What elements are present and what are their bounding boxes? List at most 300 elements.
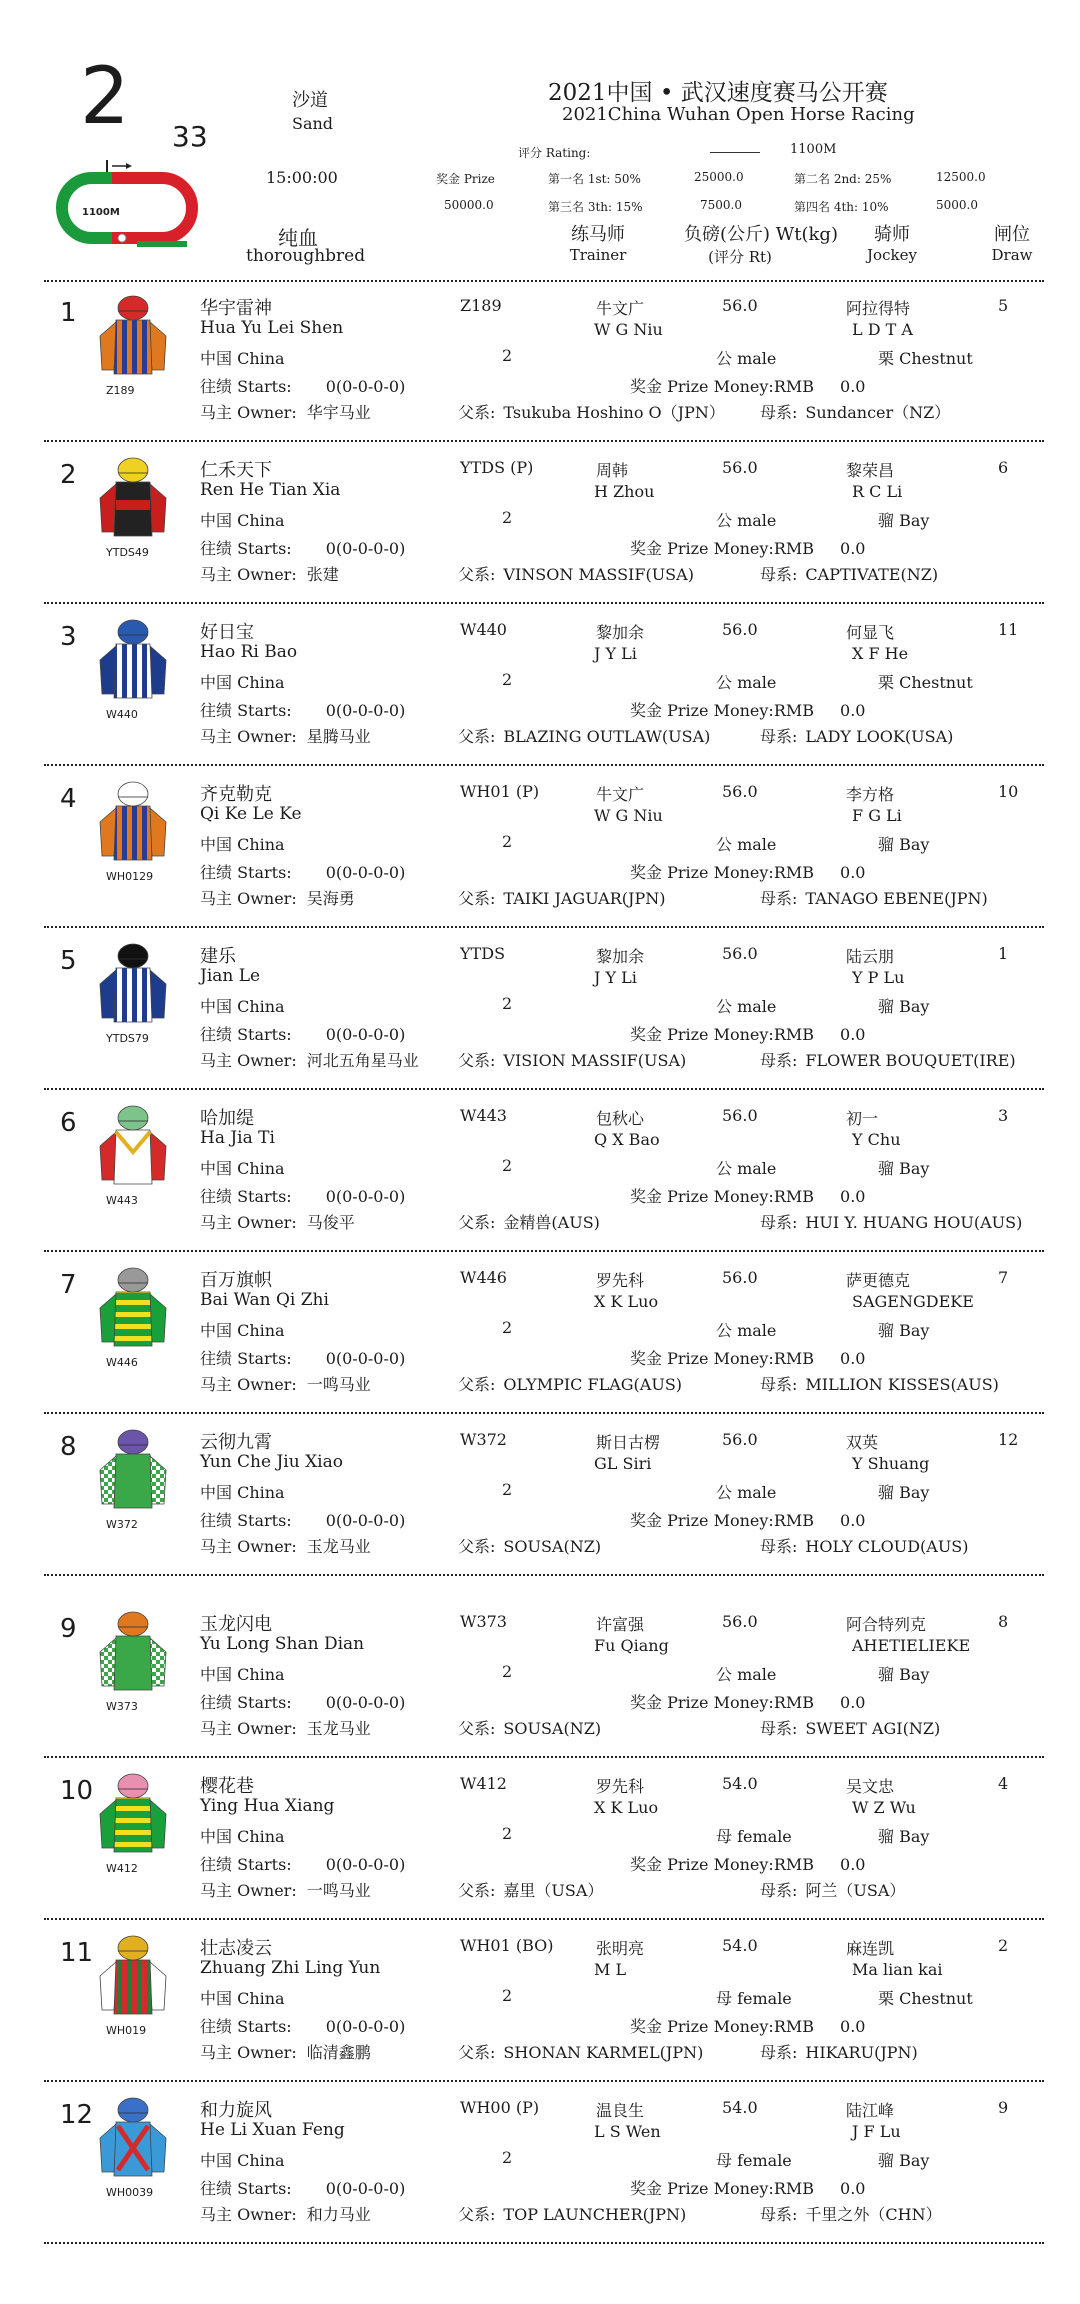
jockey-name-en: X F He (852, 644, 909, 663)
dam-value: FLOWER BOUQUET(IRE) (805, 1051, 1016, 1070)
dam-label: 母系: (760, 1537, 798, 1556)
runner-row (0, 298, 1080, 458)
sire-label: 父系: (458, 565, 496, 584)
trainer-name-cn: 黎加余 (596, 623, 645, 642)
sire-value: 嘉里（USA） (503, 1881, 604, 1900)
row-separator (44, 1412, 1044, 1414)
weight: 56.0 (722, 1430, 758, 1449)
starts-label: 往绩 Starts: (200, 1025, 292, 1044)
draw-number: 2 (998, 1936, 1009, 1955)
rating: 2 (502, 1986, 513, 2005)
sire (458, 1210, 600, 1233)
sire (458, 562, 694, 585)
horse-sex: 公 male (716, 511, 777, 530)
horse-sex: 母 female (716, 2151, 792, 2170)
horse-sex: 母 female (716, 1989, 792, 2008)
horse-name-cn: 百万旗帜 (200, 1270, 272, 1291)
jockey-name-en: W Z Wu (852, 1798, 916, 1817)
sire-value: VINSON MASSIF(USA) (503, 565, 694, 584)
runner-number: 5 (60, 946, 77, 976)
jockey-name-en: Y Chu (852, 1130, 901, 1149)
row-separator (44, 1574, 1044, 1576)
dam-label: 母系: (760, 2205, 798, 2224)
runner-row (0, 460, 1080, 620)
starts-value: 0(0-0-0-0) (325, 2017, 406, 2036)
sire-label: 父系: (458, 1719, 496, 1738)
owner (200, 724, 371, 747)
horse-sex: 公 male (716, 349, 777, 368)
starts (200, 1022, 405, 1045)
dam-label: 母系: (760, 565, 798, 584)
owner (200, 886, 355, 909)
prize-money-value: 0.0 (840, 1511, 866, 1530)
silk-code: W440 (106, 708, 138, 721)
runner-number: 10 (60, 1776, 94, 1806)
prize-money-label: 奖金 Prize Money:RMB (630, 1693, 815, 1712)
jockey-name-cn: 黎荣昌 (846, 461, 895, 480)
jockey-name-cn: 吴文忠 (846, 1777, 895, 1796)
draw-number: 6 (998, 458, 1009, 477)
owner (200, 1534, 371, 1557)
dam-value: HIKARU(JPN) (805, 2043, 918, 2062)
trainer-name-cn: 斯日古楞 (596, 1433, 661, 1452)
prize-money-value: 0.0 (840, 1693, 866, 1712)
country: 中国 China (200, 1665, 285, 1684)
header-rating: (评分 Rt) (708, 248, 772, 266)
weight: 56.0 (722, 296, 758, 315)
starts-label: 往绩 Starts: (200, 701, 292, 720)
header-separator (44, 280, 1044, 282)
runner-number: 2 (60, 460, 77, 490)
trainer-name-cn: 温良生 (596, 2101, 645, 2120)
track-distance-label: 1100M (82, 207, 120, 218)
starts-label: 往绩 Starts: (200, 539, 292, 558)
dam-value: HUI Y. HUANG HOU(AUS) (805, 1213, 1023, 1232)
horse-name-en: Yun Che Jiu Xiao (200, 1452, 343, 1472)
row-separator (44, 1918, 1044, 1920)
prize-money-value: 0.0 (840, 863, 866, 882)
dam (760, 886, 988, 909)
starts-value: 0(0-0-0-0) (325, 2179, 406, 2198)
horse-name-en: Ying Hua Xiang (200, 1796, 335, 1816)
weight: 56.0 (722, 1612, 758, 1631)
p4-amount: 5000.0 (936, 198, 978, 212)
starts (200, 2014, 405, 2037)
jockey-name-en: Y Shuang (852, 1454, 930, 1473)
dam (760, 1210, 1022, 1233)
prize-money-label: 奖金 Prize Money:RMB (630, 2017, 815, 2036)
row-separator (44, 1756, 1044, 1758)
dam-value: LADY LOOK(USA) (805, 727, 954, 746)
sire-value: SOUSA(NZ) (503, 1719, 602, 1738)
horse-color: 栗 Chestnut (878, 673, 973, 692)
trainer-name-en: X K Luo (594, 1292, 659, 1311)
prize-money-label: 奖金 Prize Money:RMB (630, 2179, 815, 2198)
owner (200, 1372, 371, 1395)
horse-name-en: Hua Yu Lei Shen (200, 318, 344, 338)
row-separator (44, 926, 1044, 928)
trainer-name-en: X K Luo (594, 1798, 659, 1817)
silk-code: W372 (106, 1518, 138, 1531)
prize-money (630, 1184, 865, 1207)
horse-name-cn: 哈加缇 (200, 1108, 254, 1129)
runner-number: 9 (60, 1614, 77, 1644)
dam-label: 母系: (760, 1719, 798, 1738)
horse-sex: 公 male (716, 835, 777, 854)
rating: 2 (502, 2148, 513, 2167)
dam-value: Sundancer（NZ） (805, 403, 951, 422)
country: 中国 China (200, 835, 285, 854)
jockey-name-en: AHETIELIEKE (852, 1636, 971, 1655)
jockey-name-en: Ma lian kai (852, 1960, 943, 1979)
owner-label: 马主 Owner: (200, 2043, 297, 2062)
dam-label: 母系: (760, 1375, 798, 1394)
country: 中国 China (200, 1827, 285, 1846)
prize-money-label: 奖金 Prize Money:RMB (630, 1855, 815, 1874)
runner-row (0, 1776, 1080, 1936)
horse-name-cn: 建乐 (200, 946, 236, 967)
dam-value: 阿兰（USA） (805, 1881, 906, 1900)
sire-label: 父系: (458, 1537, 496, 1556)
starts-label: 往绩 Starts: (200, 2017, 292, 2036)
prize-money-label: 奖金 Prize Money:RMB (630, 377, 815, 396)
horse-name-cn: 齐克勒克 (200, 784, 272, 805)
dam-label: 母系: (760, 2043, 798, 2062)
rating-label: 评分 Rating: (518, 146, 591, 160)
jockey-silk-icon (92, 2094, 174, 2178)
draw-number: 4 (998, 1774, 1009, 1793)
sire-label: 父系: (458, 1213, 496, 1232)
rating: 2 (502, 1480, 513, 1499)
horse-sex: 公 male (716, 673, 777, 692)
prize-money-label: 奖金 Prize Money:RMB (630, 1187, 815, 1206)
owner (200, 1210, 355, 1233)
jockey-silk-icon (92, 1770, 174, 1854)
race-count: 33 (172, 120, 208, 153)
jockey-name-cn: 阿合特列克 (846, 1615, 927, 1634)
rating: 2 (502, 1156, 513, 1175)
horse-color: 骝 Bay (878, 1665, 930, 1684)
row-separator (44, 2080, 1044, 2082)
horse-sex: 公 male (716, 1159, 777, 1178)
horse-name-en: Hao Ri Bao (200, 642, 298, 662)
header-trainer-cn: 练马师 (571, 224, 625, 245)
rating: 2 (502, 1824, 513, 1843)
trainer-name-cn: 周韩 (596, 461, 629, 480)
horse-sex: 公 male (716, 1321, 777, 1340)
starts-value: 0(0-0-0-0) (325, 701, 406, 720)
horse-code: WH01 (BO) (460, 1936, 554, 1955)
owner-value: 河北五角星马业 (306, 1051, 419, 1070)
jockey-name-en: SAGENGDEKE (852, 1292, 974, 1311)
runner-number: 3 (60, 622, 77, 652)
owner-value: 临清鑫鹏 (306, 2043, 371, 2062)
prize-money (630, 1022, 865, 1045)
rating: 2 (502, 1318, 513, 1337)
prize-money-label: 奖金 Prize Money:RMB (630, 1511, 815, 1530)
sire (458, 1534, 601, 1557)
trainer-name-cn: 黎加余 (596, 947, 645, 966)
draw-number: 10 (998, 782, 1019, 801)
draw-number: 1 (998, 944, 1009, 963)
weight: 56.0 (722, 944, 758, 963)
horse-code: W372 (460, 1430, 507, 1449)
owner-value: 一鸣马业 (306, 1375, 371, 1394)
prize-money (630, 2176, 865, 2199)
horse-name-cn: 玉龙闪电 (200, 1614, 272, 1635)
owner-value: 玉龙马业 (306, 1537, 371, 1556)
sire (458, 1048, 686, 1071)
jockey-name-en: R C Li (852, 482, 903, 501)
trainer-name-cn: 张明亮 (596, 1939, 645, 1958)
owner-value: 星腾马业 (306, 727, 371, 746)
row-separator (44, 764, 1044, 766)
trainer-name-en: M L (594, 1960, 627, 1979)
starts-value: 0(0-0-0-0) (325, 863, 406, 882)
horse-code: W440 (460, 620, 507, 639)
horse-name-en: He Li Xuan Feng (200, 2120, 345, 2140)
dam (760, 724, 953, 747)
silk-code: W446 (106, 1356, 138, 1369)
race-distance: 1100M (790, 142, 837, 157)
country: 中国 China (200, 673, 285, 692)
sire-label: 父系: (458, 2043, 496, 2062)
dam (760, 2040, 918, 2063)
prize-money-label: 奖金 Prize Money:RMB (630, 539, 815, 558)
sire-value: OLYMPIC FLAG(AUS) (503, 1375, 683, 1394)
horse-name-en: Qi Ke Le Ke (200, 804, 302, 824)
prize-money (630, 1508, 865, 1531)
trainer-name-cn: 牛文广 (596, 299, 645, 318)
horse-name-cn: 好日宝 (200, 622, 254, 643)
horse-name-en: Zhuang Zhi Ling Yun (200, 1958, 381, 1978)
silk-code: WH019 (106, 2024, 147, 2037)
rating: 2 (502, 832, 513, 851)
horse-name-en: Yu Long Shan Dian (200, 1634, 365, 1654)
country: 中国 China (200, 1483, 285, 1502)
owner-label: 马主 Owner: (200, 727, 297, 746)
jockey-silk-icon (92, 940, 174, 1024)
sire (458, 2202, 686, 2225)
sire-label: 父系: (458, 1375, 496, 1394)
p2-amount: 12500.0 (936, 170, 986, 184)
starts-label: 往绩 Starts: (200, 1511, 292, 1530)
prize-money-label: 奖金 Prize Money:RMB (630, 1349, 815, 1368)
horse-code: W412 (460, 1774, 507, 1793)
runner-row (0, 1270, 1080, 1430)
sire-value: TAIKI JAGUAR(JPN) (503, 889, 666, 908)
dam-label: 母系: (760, 727, 798, 746)
weight: 54.0 (722, 2098, 758, 2117)
horse-color: 栗 Chestnut (878, 1989, 973, 2008)
race-time: 15:00:00 (266, 168, 338, 187)
horse-color: 骝 Bay (878, 835, 930, 854)
sire-label: 父系: (458, 403, 496, 422)
horse-color: 骝 Bay (878, 2151, 930, 2170)
surface-cn: 沙道 (292, 90, 328, 111)
starts-label: 往绩 Starts: (200, 1187, 292, 1206)
horse-name-en: Bai Wan Qi Zhi (200, 1290, 329, 1310)
p3-label: 第三名 3th: 15% (548, 200, 643, 214)
sire-value: BLAZING OUTLAW(USA) (503, 727, 711, 746)
trainer-name-en: Q X Bao (594, 1130, 660, 1149)
jockey-name-cn: 双英 (846, 1433, 879, 1452)
runner-row (0, 622, 1080, 782)
prize-money (630, 2014, 865, 2037)
starts-label: 往绩 Starts: (200, 1693, 292, 1712)
starts (200, 2176, 405, 2199)
owner (200, 1048, 419, 1071)
horse-name-cn: 樱花巷 (200, 1776, 254, 1797)
prize-money-value: 0.0 (840, 1349, 866, 1368)
country: 中国 China (200, 1989, 285, 2008)
prize-money (630, 1852, 865, 1875)
starts (200, 1690, 405, 1713)
draw-number: 5 (998, 296, 1009, 315)
dam (760, 1716, 940, 1739)
horse-code: YTDS (460, 944, 506, 963)
country: 中国 China (200, 1321, 285, 1340)
horse-name-cn: 云彻九霄 (200, 1432, 272, 1453)
horse-name-cn: 和力旋风 (200, 2100, 272, 2121)
prize-money (630, 860, 865, 883)
prize-money-value: 0.0 (840, 2017, 866, 2036)
jockey-name-cn: 初一 (846, 1109, 879, 1128)
starts-label: 往绩 Starts: (200, 2179, 292, 2198)
dam-label: 母系: (760, 1051, 798, 1070)
sire-label: 父系: (458, 2205, 496, 2224)
breed-en: thoroughbred (246, 246, 366, 266)
weight: 56.0 (722, 782, 758, 801)
jockey-name-cn: 陆江峰 (846, 2101, 895, 2120)
draw-number: 7 (998, 1268, 1009, 1287)
starts-value: 0(0-0-0-0) (325, 539, 406, 558)
sire (458, 400, 725, 423)
horse-code: YTDS (P) (460, 458, 534, 477)
runner-number: 4 (60, 784, 77, 814)
prize-money (630, 536, 865, 559)
dam-value: CAPTIVATE(NZ) (805, 565, 939, 584)
draw-number: 3 (998, 1106, 1009, 1125)
jockey-name-cn: 萨更德克 (846, 1271, 911, 1290)
starts-value: 0(0-0-0-0) (325, 1187, 406, 1206)
horse-color: 骝 Bay (878, 1483, 930, 1502)
owner-label: 马主 Owner: (200, 1213, 297, 1232)
owner-value: 张建 (306, 565, 339, 584)
runner-number: 1 (60, 298, 77, 328)
horse-code: WH01 (P) (460, 782, 540, 801)
silk-code: YTDS49 (106, 546, 149, 559)
trainer-name-cn: 牛文广 (596, 785, 645, 804)
trainer-name-en: Fu Qiang (594, 1636, 669, 1655)
dam-label: 母系: (760, 889, 798, 908)
owner-value: 一鸣马业 (306, 1881, 371, 1900)
owner-label: 马主 Owner: (200, 1881, 297, 1900)
horse-name-en: Ha Jia Ti (200, 1128, 275, 1148)
runner-row (0, 1614, 1080, 1774)
starts-label: 往绩 Starts: (200, 377, 292, 396)
owner-label: 马主 Owner: (200, 403, 297, 422)
country: 中国 China (200, 349, 285, 368)
sire (458, 1716, 601, 1739)
p1-amount: 25000.0 (694, 170, 744, 184)
trainer-name-en: J Y Li (594, 968, 637, 987)
country: 中国 China (200, 997, 285, 1016)
silk-code: WH0039 (106, 2186, 154, 2199)
sire-value: SOUSA(NZ) (503, 1537, 602, 1556)
dam (760, 1048, 1016, 1071)
rating-blank (710, 152, 760, 153)
trainer-name-cn: 罗先科 (596, 1777, 645, 1796)
dam-value: HOLY CLOUD(AUS) (805, 1537, 969, 1556)
horse-color: 骝 Bay (878, 997, 930, 1016)
dam-label: 母系: (760, 1881, 798, 1900)
weight: 54.0 (722, 1774, 758, 1793)
runner-number: 12 (60, 2100, 94, 2130)
runner-number: 7 (60, 1270, 77, 1300)
rating: 2 (502, 1662, 513, 1681)
owner (200, 1878, 371, 1901)
runner-row (0, 1938, 1080, 2098)
weight: 56.0 (722, 620, 758, 639)
prize-total: 50000.0 (444, 198, 494, 212)
jockey-name-cn: 麻连凯 (846, 1939, 895, 1958)
runner-row (0, 1108, 1080, 1268)
owner (200, 2202, 371, 2225)
header-jockey-en: Jockey (867, 246, 917, 264)
horse-code: WH00 (P) (460, 2098, 540, 2117)
prize-money-value: 0.0 (840, 1187, 866, 1206)
dam-label: 母系: (760, 1213, 798, 1232)
country: 中国 China (200, 511, 285, 530)
horse-code: W443 (460, 1106, 507, 1125)
owner-label: 马主 Owner: (200, 889, 297, 908)
trainer-name-cn: 包秋心 (596, 1109, 645, 1128)
title-en: 2021China Wuhan Open Horse Racing (562, 104, 915, 125)
owner-label: 马主 Owner: (200, 1051, 297, 1070)
starts-value: 0(0-0-0-0) (325, 1349, 406, 1368)
dam-value: TANAGO EBENE(JPN) (805, 889, 988, 908)
horse-code: W446 (460, 1268, 507, 1287)
owner-label: 马主 Owner: (200, 2205, 297, 2224)
starts-value: 0(0-0-0-0) (325, 1025, 406, 1044)
header-draw-en: Draw (991, 246, 1033, 264)
starts (200, 1852, 405, 1875)
rating: 2 (502, 508, 513, 527)
sire-value: VISION MASSIF(USA) (503, 1051, 687, 1070)
horse-code: Z189 (460, 296, 502, 315)
jockey-silk-icon (92, 1426, 174, 1510)
jockey-name-cn: 李方格 (846, 785, 895, 804)
race-number: 2 (80, 52, 130, 142)
owner-label: 马主 Owner: (200, 1719, 297, 1738)
draw-number: 9 (998, 2098, 1009, 2117)
starts-label: 往绩 Starts: (200, 1855, 292, 1874)
draw-number: 12 (998, 1430, 1019, 1449)
breed-cn: 纯血 (278, 226, 318, 250)
jockey-name-cn: 陆云朋 (846, 947, 895, 966)
prize-money-value: 0.0 (840, 1025, 866, 1044)
prize-money (630, 1690, 865, 1713)
runner-row (0, 1432, 1080, 1592)
rating: 2 (502, 994, 513, 1013)
dam-value: SWEET AGI(NZ) (805, 1719, 941, 1738)
header-jockey-cn: 骑师 (874, 224, 910, 245)
horse-sex: 母 female (716, 1827, 792, 1846)
owner-value: 玉龙马业 (306, 1719, 371, 1738)
draw-number: 8 (998, 1612, 1009, 1631)
jockey-silk-icon (92, 292, 174, 376)
